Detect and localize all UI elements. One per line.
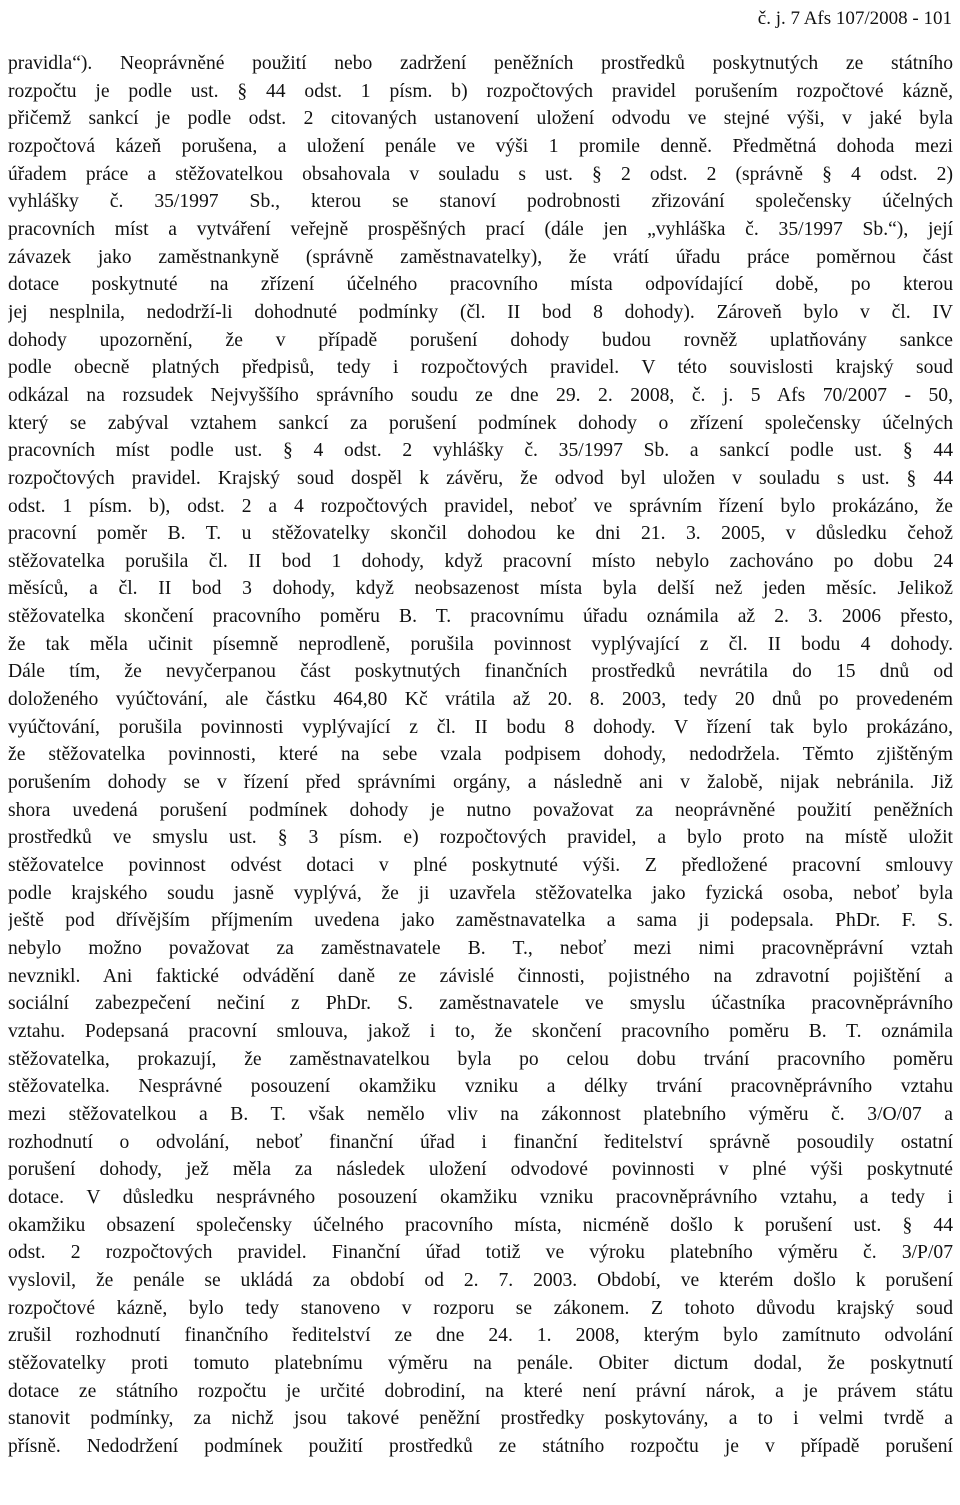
text-line: vyúčtování, porušila povinnosti vyplývající z čl. II bodu 8 dohody. V řízení tak bylo prokázáno, xyxy=(8,716,953,738)
text-line: nevznikl. Ani faktické odvádění daně ze závislé činnosti, pojistného na zdravotní pojištění a xyxy=(8,965,953,987)
text-line: porušením dohody se v řízení před správními orgány, a následně ani v žalobě, nijak nebránila. Již xyxy=(8,772,953,794)
text-line: Dále tím, že nevyčerpanou část poskytnutých finančních prostředků nevrátila do 15 dnů od xyxy=(8,661,953,683)
text-line: vztahu. Podepsaná pracovní smlouva, jakož i to, že skončení pracovního poměru B. T. oznámila xyxy=(8,1020,953,1042)
text-line: stěžovatelce povinnost odvést dotaci v plné poskytnuté výši. Z předložené pracovní smlouvy xyxy=(8,855,953,877)
text-line: jej nesplnila, nedodrží-li dohodnuté podmínky (čl. II bod 8 dohody). Zároveň bylo v čl. IV xyxy=(8,301,953,323)
text-line: porušení dohody, jež měla za následek uložení odvodové povinnosti v plné výši poskytnuté xyxy=(8,1159,953,1181)
text-line: rozpočtové kázně, bylo tedy stanoveno v rozporu se zákonem. Z tohoto důvodu krajský soud xyxy=(8,1297,953,1319)
text-line: prostředků ve smyslu ust. § 3 písm. e) rozpočtových pravidel, a bylo proto na místě uložit xyxy=(8,827,953,849)
text-line: který se zabýval vztahem sankcí za porušení podmínek dohody o zřízení společensky účelných xyxy=(8,412,953,434)
text-line: rozpočtu je podle ust. § 44 odst. 1 písm. b) rozpočtových pravidel porušením rozpočtové kázně, xyxy=(8,80,953,102)
text-line: pracovních míst podle ust. § 4 odst. 2 vyhlášky č. 35/1997 Sb. a sankcí podle ust. § 44 xyxy=(8,440,953,462)
text-line: přísně. Nedodržení podmínek použití prostředků ze státního rozpočtu je v případě porušení xyxy=(8,1435,953,1457)
text-line: úřadem práce a stěžovatelkou obsahovala v souladu s ust. § 2 odst. 2 (správně § 4 odst. 2) xyxy=(8,163,953,185)
text-line: ještě pod dřívějším příjmením uvedena jako zaměstnavatelka a sama ji podepsala. PhDr. F. S. xyxy=(8,910,953,932)
text-line: rozhodnutí o odvolání, neboť finanční úřad i finanční ředitelství správně posoudily ostatní xyxy=(8,1131,953,1153)
text-line: podle krajského soudu jasně vyplývá, že ji uzavřela stěžovatelka jako fyzická osoba, neboť byla xyxy=(8,882,953,904)
text-line: přičemž sankcí je podle odst. 2 citovaných ustanovení uložení odvodu ve stejné výši, v jaké byla xyxy=(8,108,953,130)
text-line: mezi stěžovatelkou a B. T. však nemělo vliv na zákonnost platebního výměru č. 3/O/07 a xyxy=(8,1103,953,1125)
text-line: rozpočtová kázeň porušena, a uložení penále ve výši 1 promile denně. Předmětná dohoda mezi xyxy=(8,135,953,157)
text-line: dotace. V důsledku nesprávného posouzení okamžiku vzniku pracovněprávního vztahu, a tedy i xyxy=(8,1186,953,1208)
text-line: stěžovatelka skončení pracovního poměru B. T. pracovnímu úřadu oznámila až 2. 3. 2006 přesto, xyxy=(8,606,953,628)
text-line: dotace ze státního rozpočtu je určité dobrodiní, na které není právní nárok, a je právem státu xyxy=(8,1380,953,1402)
text-line: pravidla“). Neoprávněné použití nebo zadržení peněžních prostředků poskytnutých ze státního xyxy=(8,53,953,74)
text-line: sociální zabezpečení nečiní z PhDr. S. zaměstnavatele ve smyslu účastníka pracovněprávního xyxy=(8,993,953,1015)
text-line: odkázal na rozsudek Nejvyššího správního soudu ze dne 29. 2. 2008, č. j. 5 Afs 70/2007 - 50, xyxy=(8,384,953,406)
text-line: závazek jako zaměstnankyně (správně zaměstnavatelky), že vrátí úřadu práce poměrnou část xyxy=(8,246,953,268)
text-line: vyhlášky č. 35/1997 Sb., kterou se stanoví podrobnosti zřizování společensky účelných xyxy=(8,191,953,213)
text-line: že stěžovatelka povinnosti, které na sebe vzala podpisem dohody, nedodržela. Těmto zjištěným xyxy=(8,744,953,766)
text-line: dotace poskytnuté na zřízení účelného pracovního místa odpovídající době, po kterou xyxy=(8,274,953,296)
text-line: vyslovil, že penále se ukládá za období od 2. 7. 2003. Období, ve kterém došlo k porušení xyxy=(8,1269,953,1291)
text-line: okamžiku obsazení společensky účelného pracovního místa, nicméně došlo k porušení ust. § 44 xyxy=(8,1214,953,1236)
text-line: stěžovatelka, prokazují, že zaměstnavatelkou byla po celou dobu trvání pracovního poměru xyxy=(8,1048,953,1070)
text-line: pracovních míst a vytváření veřejně prospěšných prací (dále jen „vyhláška č. 35/1997 Sb.“), její xyxy=(8,218,953,240)
case-reference-header: č. j. 7 Afs 107/2008 - 101 xyxy=(757,8,952,29)
text-line: stěžovatelky proti tomuto platebnímu výměru na penále. Obiter dictum dodal, že poskytnutí xyxy=(8,1352,953,1374)
text-line: podle obecně platných předpisů, tedy i rozpočtových pravidel. V této souvislosti krajský soud xyxy=(8,357,953,379)
text-line: že tak měla učinit písemně neprodleně, porušila povinnost vyplývající z čl. II bodu 4 dohody. xyxy=(8,633,953,655)
text-line: doloženého vyúčtování, ale částku 464,80 Kč vrátila až 20. 8. 2003, tedy 20 dnů po provedeném xyxy=(8,689,953,711)
text-line: rozpočtových pravidel. Krajský soud dospěl k závěru, že odvod byl uložen v souladu s ust. § 44 xyxy=(8,467,953,489)
text-line: stěžovatelka. Nesprávné posouzení okamžiku vzniku a délky trvání pracovněprávního vztahu xyxy=(8,1076,953,1098)
text-line: nebylo možno považovat za zaměstnavatele B. T., neboť mezi nimi pracovněprávní vztah xyxy=(8,938,953,959)
text-line: zrušil rozhodnutí finančního ředitelství ze dne 24. 1. 2008, kterým bylo zamítnuto odvolání xyxy=(8,1325,953,1347)
text-line: odst. 1 písm. b), odst. 2 a 4 rozpočtových pravidel, neboť ve správním řízení bylo prokázáno, že xyxy=(8,495,953,517)
text-line: měsíců, a čl. II bod 3 dohody, když neobsazenost místa byla delší než jeden měsíc. Jelikož xyxy=(8,578,953,600)
text-line: dohody upozornění, že v případě porušení dohody budou rovněž uplatňovány sankce xyxy=(8,329,953,351)
text-line: stanovit podmínky, za nichž jsou takové peněžní prostředky poskytovány, a to i velmi tvrdě a xyxy=(8,1408,953,1430)
document-body-text xyxy=(8,50,953,1460)
text-line: stěžovatelka porušila čl. II bod 1 dohody, když pracovní místo nebylo zachováno po dobu 24 xyxy=(8,550,953,572)
text-line: odst. 2 rozpočtových pravidel. Finanční úřad totiž ve výroku platebního výměru č. 3/P/07 xyxy=(8,1242,953,1264)
text-line: pracovní poměr B. T. u stěžovatelky skončil dohodou ke dni 21. 3. 2005, v důsledku čehož xyxy=(8,523,953,545)
text-line: shora uvedená porušení podmínek dohody je nutno považovat za neoprávněné použití peněžních xyxy=(8,799,953,821)
